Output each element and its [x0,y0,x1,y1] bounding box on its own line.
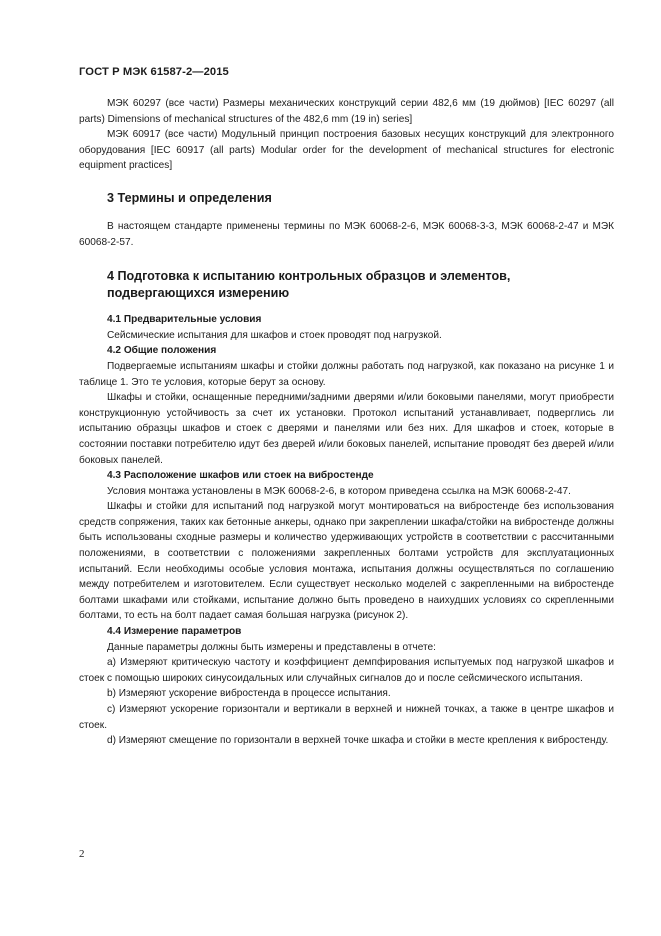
subsection-4-2-paragraph: Подвергаемые испытаниям шкафы и стойки должны работать под нагрузкой, как показано на рисунке 1 и таблице 1. Это те условия, которые берут за основу. [79,360,614,388]
reference-item: МЭК 60917 (все части) Модульный принцип построения базовых несущих конструкций для электронного оборудования [IEC 60917 (all parts) Modular order for the development of mechanical structures for electronic equipment practices] [79,129,614,172]
list-item: b) Измеряют ускорение вибростенда в процессе испытания. [107,688,391,700]
section-3-heading: 3 Термины и определения [107,190,272,205]
subsection-4-4-intro: Данные параметры должны быть измерены и представлены в отчете: [107,641,436,653]
section-4-heading [79,268,614,302]
list-item: c) Измеряют ускорение горизонтали и вертикали в верхней и нижней точках, а также в центре шкафов и стоек. [79,704,614,731]
subsection-4-2-paragraph: Шкафы и стойки, оснащенные передними/задними дверями и/или боковыми панелями, могут приобрести конструкционную устойчивость за счет их установки. Протокол испытаний устанавливает, подверглись ли испытанию образцы шкафов и стоек с дверями и панелями или без них. Для шкафов и стоек, которые в состоянии поставки потребителю идут без дверей и/или боковых панелей, испытание проводят без дверей и/или боковых панелей. [79,392,614,466]
subsection-4-4-heading: 4.4 Измерение параметров [107,626,242,638]
subsection-4-2-heading: 4.2 Общие положения [107,345,217,357]
document-header: ГОСТ Р МЭК 61587-2—2015 [79,66,229,78]
subsection-4-1-heading: 4.1 Предварительные условия [107,314,262,326]
subsection-4-3-paragraph: Шкафы и стойки для испытаний под нагрузкой могут монтироваться на вибростенде без использования средств сопряжения, таких как бетонные анкеры, однако при закреплении шкафа/стойки на вибростенде должны быть использованы сходные размеры и количество удерживающих устройств в соответствии с рассчитанными положениями, в соответствии с положениями закрепленных болтами устройств для эксплуатационных испытаний. Если необходимы особые условия монтажа, испытания должны осуществляться по соглашению между потребителем и изготовителем. Если существует несколько моделей с закрепленными на вибростенде болтами шкафами или стойками, испытание должно быть проведено в наихудших условиях со скрепленными болтами, то есть на болт падает самая большая нагрузка (рисунок 2). [79,501,614,622]
subsection-4-1-text: Сейсмические испытания для шкафов и стоек проводят под нагрузкой. [107,329,442,341]
document-body [79,96,614,749]
section-4-heading-line2: подвергающихся измерению [107,286,290,301]
page-number: 2 [79,848,85,860]
subsection-4-3-heading: 4.3 Расположение шкафов или стоек на вибростенде [107,470,374,482]
list-item: a) Измеряют критическую частоту и коэффициент демпфирования испытуемых под нагрузкой шкафов и стоек с помощью широких синусоидальных или случайных сигналов до и после сейсмического испытания. [79,657,614,684]
reference-item: МЭК 60297 (все части) Размеры механических конструкций серии 482,6 мм (19 дюймов) [IEC 60297 (all parts) Dimensions of mechanical structures of the 482,6 mm (19 in) series] [79,98,614,125]
section-3-text: В настоящем стандарте применены термины по МЭК 60068-2-6, МЭК 60068-3-3, МЭК 60068-2-47 и МЭК 60068-2-57. [79,220,614,248]
section-4-heading-line1: 4 Подготовка к испытанию контрольных образцов и элементов, [107,269,511,284]
list-item: d) Измеряют смещение по горизонтали в верхней точке шкафа и стойки в месте крепления к вибростенду. [107,735,609,747]
subsection-4-3-paragraph: Условия монтажа установлены в МЭК 60068-2-6, в котором приведена ссылка на МЭК 60068-2-47. [107,485,571,497]
